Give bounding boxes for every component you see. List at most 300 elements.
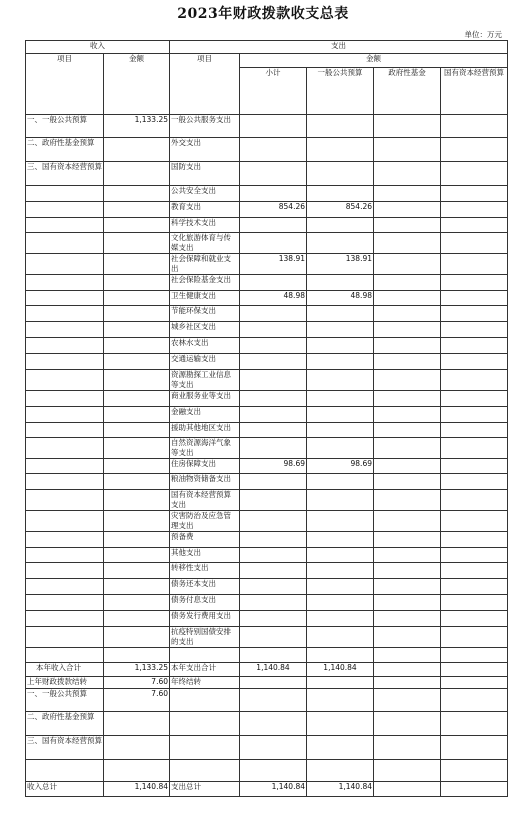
empty-cell: [26, 202, 104, 218]
income-item-label: 三、国有资本经营预算: [26, 162, 104, 186]
empty-cell: [26, 354, 104, 370]
expense-gov-fund: [374, 532, 441, 548]
expense-gov-fund: [374, 218, 441, 233]
expense-item-label: 社会保障和就业支出: [170, 254, 240, 275]
empty-cell: [374, 648, 441, 663]
table-row: [26, 115, 508, 138]
expense-state-capital: [441, 407, 508, 423]
empty-cell: [374, 736, 441, 760]
table-row: [26, 689, 508, 712]
empty-cell: [374, 689, 441, 712]
empty-cell: [104, 407, 170, 423]
expense-subtotal: [240, 438, 307, 459]
expense-gov-fund: [374, 490, 441, 511]
table-row: [26, 438, 508, 459]
empty-cell: [26, 391, 104, 407]
expense-general-budget: [307, 627, 374, 648]
empty-cell: [374, 677, 441, 689]
empty-cell: [104, 548, 170, 563]
empty-cell: [307, 677, 374, 689]
expense-item-label: 债务发行费用支出: [170, 611, 240, 627]
empty-cell: [26, 760, 104, 782]
empty-cell: [307, 760, 374, 782]
empty-cell: [26, 254, 104, 275]
table-row: [26, 548, 508, 563]
empty-cell: [26, 532, 104, 548]
expense-subtotal: [240, 138, 307, 162]
expense-general-budget: [307, 138, 374, 162]
empty-cell: [441, 677, 508, 689]
table-body: [26, 41, 508, 797]
expense-subtotal: [240, 186, 307, 202]
table-row: [26, 511, 508, 532]
expense-gov-fund: [374, 275, 441, 291]
expense-general-budget: [307, 391, 374, 407]
expense-item-label: 交通运输支出: [170, 354, 240, 370]
expense-item-label: 资源勘探工业信息等支出: [170, 370, 240, 391]
expense-item-label: 灾害防治及应急管理支出: [170, 511, 240, 532]
expense-total-subtotal: 1,140.84: [240, 782, 307, 797]
carry-gov-fund-label: 二、政府性基金预算: [26, 712, 104, 736]
table-row: [26, 648, 508, 663]
expense-state-capital: [441, 438, 508, 459]
expense-general-budget: [307, 338, 374, 354]
table-row: [26, 407, 508, 423]
empty-cell: [104, 186, 170, 202]
expense-item-label: 国有资本经营预算支出: [170, 490, 240, 511]
expense-general-budget: [307, 611, 374, 627]
table-row: [26, 370, 508, 391]
empty-cell: [307, 712, 374, 736]
empty-cell: [26, 438, 104, 459]
expense-general-budget: [307, 407, 374, 423]
expense-state-capital: [441, 233, 508, 254]
expense-item-label: 社会保险基金支出: [170, 275, 240, 291]
expense-gov-fund: [374, 474, 441, 490]
empty-cell: [170, 648, 240, 663]
expense-item-label: 卫生健康支出: [170, 291, 240, 306]
empty-cell: [307, 648, 374, 663]
empty-cell: [240, 648, 307, 663]
income-item-amount: [104, 138, 170, 162]
expense-subtotal: [240, 532, 307, 548]
expense-subtotal: [240, 162, 307, 186]
expense-state-capital: [441, 162, 508, 186]
empty-cell: [26, 423, 104, 438]
table-row: [26, 338, 508, 354]
table-row: [26, 663, 508, 677]
expense-item-label: 节能环保支出: [170, 306, 240, 322]
expense-item-label: 其他支出: [170, 548, 240, 563]
expense-subtotal: [240, 595, 307, 611]
expense-item-label: 国防支出: [170, 162, 240, 186]
table-row: [26, 354, 508, 370]
empty-cell: [26, 322, 104, 338]
expense-this-year-general: 1,140.84: [307, 663, 374, 677]
expense-general-budget: [307, 370, 374, 391]
expense-subtotal: [240, 306, 307, 322]
empty-cell: [104, 370, 170, 391]
header-income-amount: 金额: [104, 54, 170, 115]
expense-gov-fund: [374, 138, 441, 162]
empty-cell: [104, 627, 170, 648]
budget-summary-table: [25, 40, 508, 797]
empty-cell: [26, 275, 104, 291]
expense-gov-fund: [374, 459, 441, 474]
expense-subtotal: [240, 391, 307, 407]
expense-state-capital: [441, 563, 508, 579]
expense-general-budget: [307, 322, 374, 338]
table-row: [26, 782, 508, 797]
expense-subtotal: [240, 611, 307, 627]
expense-state-capital: [441, 322, 508, 338]
expense-state-capital: [441, 370, 508, 391]
empty-cell: [104, 648, 170, 663]
unit-label: 单位：万元: [464, 30, 502, 39]
table-row: [26, 202, 508, 218]
income-total-label: 收入总计: [26, 782, 104, 797]
expense-state-capital: [441, 186, 508, 202]
expense-subtotal: [240, 423, 307, 438]
expense-general-budget: [307, 579, 374, 595]
expense-state-capital: [441, 474, 508, 490]
header-row-1: [26, 41, 508, 54]
expense-general-budget: 48.98: [307, 291, 374, 306]
expense-item-label: 科学技术支出: [170, 218, 240, 233]
table-row: [26, 532, 508, 548]
expense-subtotal: [240, 511, 307, 532]
empty-cell: [26, 218, 104, 233]
expense-item-label: 债务付息支出: [170, 595, 240, 611]
carry-general-label: 一、一般公共预算: [26, 689, 104, 712]
expense-subtotal: [240, 370, 307, 391]
header-gov-fund: 政府性基金: [374, 68, 441, 115]
empty-cell: [104, 511, 170, 532]
expense-general-budget: [307, 595, 374, 611]
expense-subtotal: 48.98: [240, 291, 307, 306]
empty-cell: [26, 490, 104, 511]
expense-subtotal: [240, 490, 307, 511]
expense-general-budget: [307, 423, 374, 438]
expense-general-budget: [307, 233, 374, 254]
expense-subtotal: [240, 579, 307, 595]
expense-general-budget: [307, 186, 374, 202]
expense-general-budget: 854.26: [307, 202, 374, 218]
income-item-amount: 1,133.25: [104, 115, 170, 138]
empty-cell: [104, 595, 170, 611]
expense-item-label: 教育支出: [170, 202, 240, 218]
expense-gov-fund: [374, 423, 441, 438]
header-amount-group: 金额: [240, 54, 508, 68]
expense-gov-fund: [374, 306, 441, 322]
empty-cell: [104, 760, 170, 782]
empty-cell: [104, 202, 170, 218]
expense-state-capital: [441, 254, 508, 275]
table-row: [26, 712, 508, 736]
expense-general-budget: [307, 354, 374, 370]
expense-state-capital: [441, 291, 508, 306]
empty-cell: [26, 233, 104, 254]
empty-cell: [104, 354, 170, 370]
income-item-amount: [104, 162, 170, 186]
expense-gov-fund: [374, 115, 441, 138]
expense-gov-fund: [374, 291, 441, 306]
table-row: [26, 627, 508, 648]
empty-cell: [104, 338, 170, 354]
empty-cell: [104, 563, 170, 579]
expense-total-general: 1,140.84: [307, 782, 374, 797]
table-row: [26, 218, 508, 233]
empty-cell: [104, 532, 170, 548]
empty-cell: [307, 689, 374, 712]
header-expense: 支出: [170, 41, 508, 54]
expense-item-label: 转移性支出: [170, 563, 240, 579]
expense-item-label: 公共安全支出: [170, 186, 240, 202]
expense-subtotal: [240, 563, 307, 579]
expense-state-capital: [441, 391, 508, 407]
expense-state-capital: [441, 532, 508, 548]
table-row: [26, 579, 508, 595]
expense-general-budget: [307, 162, 374, 186]
expense-this-year-subtotal: 1,140.84: [240, 663, 307, 677]
empty-cell: [240, 760, 307, 782]
empty-cell: [441, 663, 508, 677]
empty-cell: [26, 459, 104, 474]
empty-cell: [104, 736, 170, 760]
expense-item-label: 城乡社区支出: [170, 322, 240, 338]
expense-gov-fund: [374, 438, 441, 459]
expense-gov-fund: [374, 563, 441, 579]
empty-cell: [104, 579, 170, 595]
expense-subtotal: [240, 233, 307, 254]
empty-cell: [441, 760, 508, 782]
table-row: [26, 459, 508, 474]
expense-subtotal: 854.26: [240, 202, 307, 218]
expense-subtotal: [240, 407, 307, 423]
carryover-amount: 7.60: [104, 677, 170, 689]
expense-subtotal: 98.69: [240, 459, 307, 474]
empty-cell: [170, 689, 240, 712]
table-row: [26, 291, 508, 306]
empty-cell: [26, 595, 104, 611]
header-income: 收入: [26, 41, 170, 54]
empty-cell: [26, 611, 104, 627]
expense-subtotal: [240, 218, 307, 233]
empty-cell: [374, 782, 441, 797]
empty-cell: [170, 712, 240, 736]
empty-cell: [374, 760, 441, 782]
expense-state-capital: [441, 306, 508, 322]
expense-general-budget: [307, 474, 374, 490]
expense-this-year-label: 本年支出合计: [170, 663, 240, 677]
expense-gov-fund: [374, 511, 441, 532]
expense-subtotal: [240, 474, 307, 490]
expense-state-capital: [441, 579, 508, 595]
empty-cell: [441, 689, 508, 712]
table-row: [26, 490, 508, 511]
expense-item-label: 外交支出: [170, 138, 240, 162]
expense-subtotal: [240, 275, 307, 291]
expense-general-budget: [307, 511, 374, 532]
income-total-amount: 1,140.84: [104, 782, 170, 797]
empty-cell: [104, 459, 170, 474]
expense-subtotal: 138.91: [240, 254, 307, 275]
table-row: [26, 595, 508, 611]
empty-cell: [170, 760, 240, 782]
table-row: [26, 423, 508, 438]
income-this-year-amount: 1,133.25: [104, 663, 170, 677]
empty-cell: [26, 291, 104, 306]
expense-state-capital: [441, 627, 508, 648]
expense-general-budget: [307, 115, 374, 138]
empty-cell: [240, 736, 307, 760]
empty-cell: [104, 275, 170, 291]
year-end-carryover-label: 年终结转: [170, 677, 240, 689]
expense-gov-fund: [374, 254, 441, 275]
empty-cell: [104, 490, 170, 511]
expense-subtotal: [240, 548, 307, 563]
expense-gov-fund: [374, 627, 441, 648]
table-row: [26, 275, 508, 291]
expense-general-budget: [307, 548, 374, 563]
expense-general-budget: [307, 275, 374, 291]
empty-cell: [26, 548, 104, 563]
expense-item-label: 援助其他地区支出: [170, 423, 240, 438]
empty-cell: [104, 322, 170, 338]
empty-cell: [374, 712, 441, 736]
empty-cell: [374, 663, 441, 677]
table-row: [26, 233, 508, 254]
empty-cell: [240, 689, 307, 712]
expense-gov-fund: [374, 338, 441, 354]
carry-state-capital-label: 三、国有资本经营预算: [26, 736, 104, 760]
expense-item-label: 农林水支出: [170, 338, 240, 354]
expense-total-label: 支出总计: [170, 782, 240, 797]
table-row: [26, 322, 508, 338]
expense-item-label: 住房保障支出: [170, 459, 240, 474]
expense-item-label: 预备费: [170, 532, 240, 548]
empty-cell: [104, 291, 170, 306]
expense-gov-fund: [374, 579, 441, 595]
table-row: [26, 760, 508, 782]
expense-general-budget: [307, 438, 374, 459]
empty-cell: [26, 186, 104, 202]
expense-item-label: 一般公共服务支出: [170, 115, 240, 138]
expense-state-capital: [441, 202, 508, 218]
expense-gov-fund: [374, 354, 441, 370]
expense-state-capital: [441, 138, 508, 162]
empty-cell: [26, 407, 104, 423]
empty-cell: [26, 474, 104, 490]
expense-state-capital: [441, 595, 508, 611]
empty-cell: [441, 782, 508, 797]
expense-general-budget: 98.69: [307, 459, 374, 474]
empty-cell: [26, 511, 104, 532]
expense-gov-fund: [374, 548, 441, 563]
income-item-label: 一、一般公共预算: [26, 115, 104, 138]
header-income-item: 项目: [26, 54, 104, 115]
empty-cell: [104, 423, 170, 438]
expense-state-capital: [441, 459, 508, 474]
empty-cell: [104, 306, 170, 322]
expense-state-capital: [441, 490, 508, 511]
expense-item-label: 文化旅游体育与传媒支出: [170, 233, 240, 254]
empty-cell: [104, 391, 170, 407]
empty-cell: [26, 563, 104, 579]
expense-gov-fund: [374, 407, 441, 423]
carry-general-amount: 7.60: [104, 689, 170, 712]
empty-cell: [104, 233, 170, 254]
income-item-label: 二、政府性基金预算: [26, 138, 104, 162]
empty-cell: [104, 254, 170, 275]
expense-state-capital: [441, 275, 508, 291]
expense-general-budget: [307, 532, 374, 548]
expense-state-capital: [441, 511, 508, 532]
empty-cell: [26, 648, 104, 663]
expense-subtotal: [240, 354, 307, 370]
table-row: [26, 391, 508, 407]
expense-gov-fund: [374, 162, 441, 186]
expense-state-capital: [441, 115, 508, 138]
empty-cell: [240, 677, 307, 689]
header-row-2: [26, 54, 508, 68]
header-expense-item: 项目: [170, 54, 240, 115]
carryover-label: 上年财政拨款结转: [26, 677, 104, 689]
empty-cell: [26, 579, 104, 595]
table-row: [26, 677, 508, 689]
table-row: [26, 186, 508, 202]
table-row: [26, 306, 508, 322]
expense-gov-fund: [374, 391, 441, 407]
empty-cell: [441, 712, 508, 736]
expense-state-capital: [441, 611, 508, 627]
expense-gov-fund: [374, 202, 441, 218]
table-row: [26, 474, 508, 490]
expense-subtotal: [240, 627, 307, 648]
expense-item-label: 金融支出: [170, 407, 240, 423]
table-row: [26, 563, 508, 579]
expense-state-capital: [441, 423, 508, 438]
expense-gov-fund: [374, 595, 441, 611]
expense-item-label: 粮油物资储备支出: [170, 474, 240, 490]
header-subtotal: 小计: [240, 68, 307, 115]
empty-cell: [26, 306, 104, 322]
page-title: 2023年财政拨款收支总表: [177, 6, 349, 22]
empty-cell: [441, 648, 508, 663]
expense-subtotal: [240, 322, 307, 338]
expense-gov-fund: [374, 233, 441, 254]
header-state-capital: 国有资本经营预算: [441, 68, 508, 115]
table-row: [26, 254, 508, 275]
expense-item-label: 自然资源海洋气象等支出: [170, 438, 240, 459]
expense-gov-fund: [374, 611, 441, 627]
empty-cell: [26, 627, 104, 648]
expense-state-capital: [441, 218, 508, 233]
empty-cell: [26, 370, 104, 391]
header-general-budget: 一般公共预算: [307, 68, 374, 115]
empty-cell: [170, 736, 240, 760]
expense-state-capital: [441, 338, 508, 354]
expense-subtotal: [240, 115, 307, 138]
expense-state-capital: [441, 548, 508, 563]
empty-cell: [104, 438, 170, 459]
expense-general-budget: [307, 563, 374, 579]
empty-cell: [104, 218, 170, 233]
expense-general-budget: [307, 306, 374, 322]
empty-cell: [104, 712, 170, 736]
table-row: [26, 611, 508, 627]
empty-cell: [307, 736, 374, 760]
